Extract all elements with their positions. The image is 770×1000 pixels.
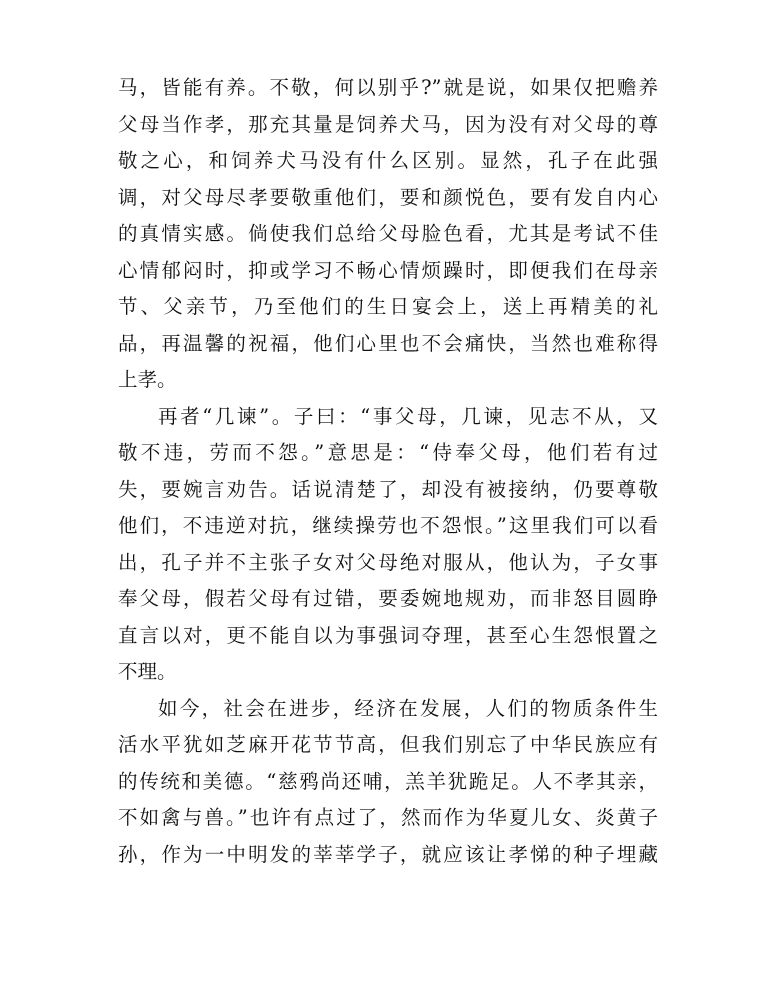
- text-line: 直言以对，更不能自以为事强词夺理，甚至心生怨恨置之: [118, 623, 658, 647]
- text-line: 他们，不违逆对抗，继续操劳也不怨恨。”这里我们可以看: [118, 514, 658, 537]
- text-line: 出，孔子并不主张子女对父母绝对服从，他认为，子女事: [118, 550, 658, 574]
- text-line: 节、父亲节，乃至他们的生日宴会上，送上再精美的礼: [118, 295, 658, 318]
- text-line: 失，要婉言劝告。话说清楚了，却没有被接纳，仍要尊敬: [118, 477, 658, 501]
- body-text: [118, 70, 658, 873]
- text-line: 上孝。: [118, 368, 177, 391]
- text-line: 敬不违，劳而不怨。”意思是：“侍奉父母，他们若有过: [118, 441, 658, 464]
- text-line: 马，皆能有养。不敬，何以别乎?”就是说，如果仅把赡养: [118, 76, 658, 99]
- text-line: 不理。: [118, 660, 177, 683]
- text-line: 如今，社会在进步，经济在发展，人们的物质条件生: [158, 696, 658, 720]
- text-line: 心情郁闷时，抑或学习不畅心情烦躁时，即便我们在母亲: [118, 258, 658, 282]
- text-line: 父母当作孝，那充其量是饲养犬马，因为没有对父母的尊: [118, 112, 658, 136]
- text-line: 品，再温馨的祝福，他们心里也不会痛快，当然也难称得: [118, 331, 658, 355]
- text-line: 孙，作为一中明发的莘莘学子，就应该让孝悌的种子埋藏: [118, 842, 658, 866]
- text-line: 不如禽与兽。”也许有点过了，然而作为华夏儿女、炎黄子: [118, 806, 658, 829]
- text-line: 的真情实感。倘使我们总给父母脸色看，尤其是考试不佳: [118, 222, 658, 245]
- text-line: 再者“几谏”。子曰：“事父母，几谏，见志不从，又: [158, 404, 658, 428]
- text-line: 的传统和美德。“慈鸦尚还哺，羔羊犹跪足。人不孝其亲，: [118, 769, 658, 793]
- text-line: 奉父母，假若父母有过错，要委婉地规劝，而非怒目圆睁: [118, 587, 658, 610]
- text-line: 调，对父母尽孝要敬重他们，要和颜悦色，要有发自内心: [118, 185, 658, 209]
- text-line: 活水平犹如芝麻开花节节高，但我们别忘了中华民族应有: [118, 733, 658, 756]
- text-line: 敬之心，和饲养犬马没有什么区别。显然，孔子在此强: [118, 149, 658, 172]
